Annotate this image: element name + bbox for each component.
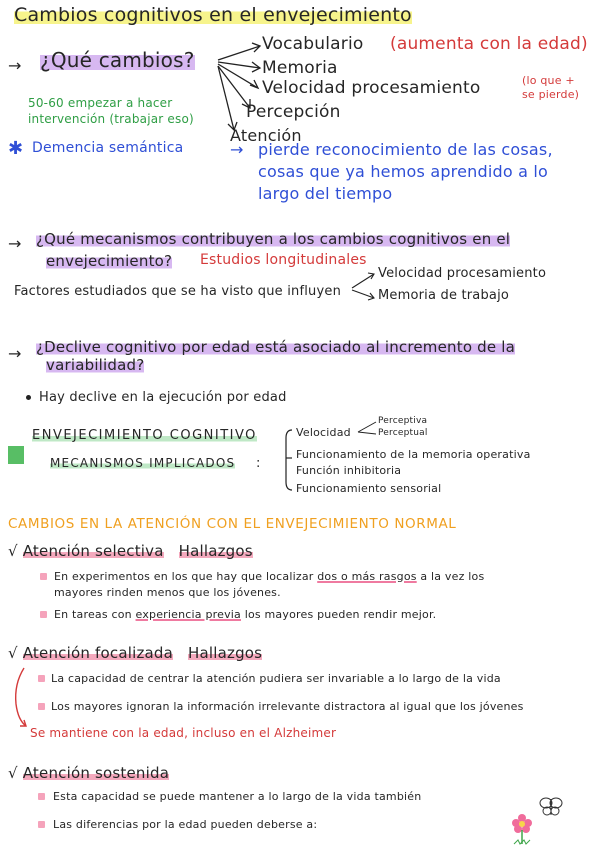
demencia-text-2: cosas que ya hemos aprendido a lo — [258, 162, 549, 181]
focalizada-bullet-2: Los mayores ignoran la información irrelevante distractora al igual que los jóvenes — [38, 700, 524, 713]
velocidad-note-2: se pierde) — [522, 88, 580, 101]
check-mark: √ — [8, 644, 18, 662]
bullet-square — [38, 793, 45, 800]
title-text: Cambios cognitivos en el envejecimiento — [14, 4, 412, 26]
q2-line-2: envejecimiento? — [46, 252, 173, 270]
green-note-line-1: 50-60 empezar a hacer — [28, 96, 173, 110]
percepcion: Percepción — [246, 102, 341, 122]
focalizada-heading: √ Atención focalizada Hallazgos — [8, 644, 263, 662]
page-title — [14, 4, 412, 26]
green-note-line-2: intervención (trabajar eso) — [28, 112, 194, 126]
section-title: CAMBIOS EN LA ATENCIÓN CON EL ENVEJECIMIENTO NORMAL — [8, 516, 457, 532]
q2-arrow: → — [8, 234, 22, 253]
sostenida-heading: √ Atención sostenida — [8, 764, 170, 782]
q2-item-1: Velocidad procesamiento — [378, 266, 547, 281]
focalizada-bullet-1: La capacidad de centrar la atención pudiera ser invariable a lo largo de la vida — [38, 672, 501, 685]
q3-line-1: ¿Declive cognitivo por edad está asociado al incremento de la — [36, 338, 516, 356]
memoria: Memoria — [262, 58, 338, 78]
green-marker-square — [8, 446, 24, 464]
q1-branch-arrows — [210, 38, 270, 138]
env-colon: : — [256, 456, 261, 471]
selectiva-bullet-1: En experimentos en los que hay que localizar dos o más rasgos a la vez los — [40, 570, 484, 583]
demencia-text-1: pierde reconocimiento de las cosas, — [258, 140, 553, 159]
focalizada-red-note: Se mantiene con la edad, incluso en el Alzheimer — [30, 726, 337, 740]
q3-arrow: → — [8, 344, 22, 363]
env-velocidad: Velocidad — [296, 426, 351, 439]
demencia-label: Demencia semántica — [32, 140, 184, 156]
demencia-arrow: → — [230, 140, 244, 159]
env-memoria: Funcionamiento de la memoria operativa — [296, 448, 531, 461]
asterisk-icon: ✱ — [8, 138, 24, 159]
q3-bullet: Hay declive en la ejecución por edad — [26, 390, 287, 405]
velocidad-note-1: (lo que + — [522, 74, 575, 87]
butterfly-icon — [538, 796, 564, 818]
q2-factors: Factores estudiados que se ha visto que influyen — [14, 284, 342, 299]
q2-item-2: Memoria de trabajo — [378, 288, 510, 303]
bullet-square — [38, 703, 45, 710]
atencion: Atención — [230, 126, 302, 145]
bullet-square — [40, 611, 47, 618]
q2-line-1: ¿Qué mecanismos contribuyen a los cambios cognitivos en el — [36, 230, 511, 248]
demencia-text-3: largo del tiempo — [258, 184, 393, 203]
env-inhibitoria: Función inhibitoria — [296, 464, 402, 477]
velocidad: Velocidad procesamiento — [262, 78, 481, 98]
env-title: ENVEJECIMIENTO COGNITIVO — [32, 428, 257, 443]
bullet-dot — [26, 395, 31, 400]
selectiva-bullet-1-line-2: mayores rinden menos que los jóvenes. — [54, 586, 281, 599]
q1-question: ¿Qué cambios? — [40, 48, 195, 72]
bullet-square — [40, 573, 47, 580]
vocabulario: Vocabulario — [262, 34, 364, 54]
env-sensorial: Funcionamiento sensorial — [296, 482, 442, 495]
focalizada-red-arrow — [12, 664, 32, 734]
q3-line-2: variabilidad? — [46, 356, 145, 374]
flower-icon — [508, 812, 536, 846]
check-mark: √ — [8, 764, 18, 782]
q1-arrow: → — [8, 56, 22, 75]
check-mark: √ — [8, 542, 18, 560]
vocabulario-note: (aumenta con la edad) — [390, 34, 588, 54]
q2-branch — [348, 268, 378, 304]
env-velocidad-branch — [356, 418, 378, 440]
bullet-square — [38, 675, 45, 682]
env-brace — [282, 428, 294, 492]
bullet-square — [38, 821, 45, 828]
selectiva-bullet-2: En tareas con experiencia previa los mayores pueden rendir mejor. — [40, 608, 436, 621]
sostenida-bullet-2: Las diferencias por la edad pueden deberse a: — [38, 818, 317, 831]
sostenida-bullet-1: Esta capacidad se puede mantener a lo largo de la vida también — [38, 790, 421, 803]
env-perceptiva: Perceptiva — [378, 416, 428, 426]
selectiva-heading: √ Atención selectiva Hallazgos — [8, 542, 253, 560]
env-sub: MECANISMOS IMPLICADOS — [50, 456, 236, 470]
env-perceptual: Perceptual — [378, 428, 428, 438]
q2-note: Estudios longitudinales — [200, 252, 367, 268]
